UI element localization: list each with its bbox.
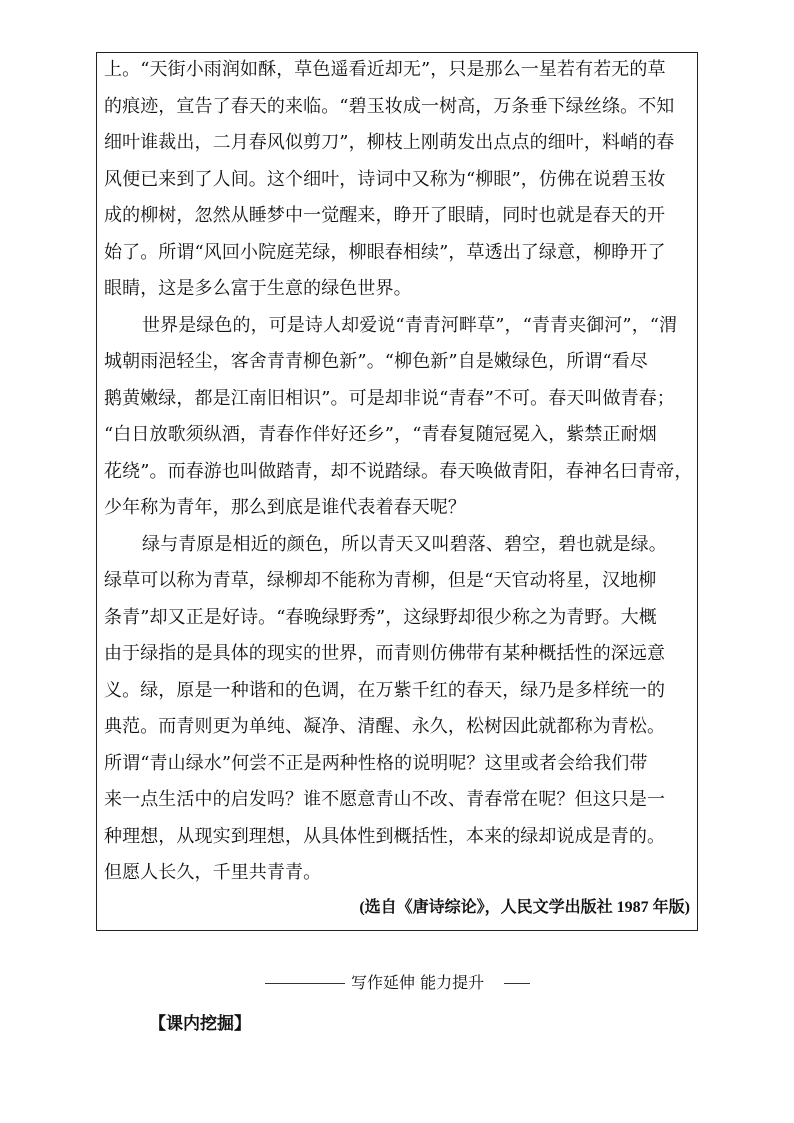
section-heading: 【课内挖掘】 (149, 1014, 251, 1034)
article-line: 由于绿指的是具体的现实的世界，而青则仿佛带有某种概括性的深远意 (104, 643, 666, 664)
article-line: 花绕”。而春游也叫做踏青，却不说踏绿。春天唤做青阳，春神名曰青帝， (104, 460, 693, 482)
source-citation: (选自《唐诗综论》，人民文学出版社 1987 年版) (359, 899, 690, 916)
section-divider (265, 971, 530, 995)
article-line: 绿草可以称为青草，绿柳却不能称为青柳，但是“天官动将星，汉地柳 (104, 570, 657, 591)
article-line: 风便已来到了人间。这个细叶，诗词中又称为“柳眼”，仿佛在说碧玉妆 (104, 168, 666, 190)
divider-rule-left (265, 983, 345, 984)
paragraph-start-line: 世界是绿色的，可是诗人却爱说“青青河畔草”，“青青夹御河”，“渭 (142, 314, 678, 336)
article-line: 始了。所谓“风回小院庭芜绿，柳眼春相续”，草透出了绿意，柳睁开了 (104, 241, 666, 263)
article-line: 条青”却又正是好诗。“春晚绿野秀”，这绿野却很少称之为青野。大概 (104, 606, 657, 628)
article-line: 眼睛，这是多么富于生意的绿色世界。 (104, 278, 412, 299)
divider-label: 写作延伸 能力提升 (351, 973, 485, 992)
paragraph-start-line: 绿与青原是相近的颜色，所以青天又叫碧落、碧空，碧也就是绿。 (142, 533, 667, 555)
article-line: 少年称为青年，那么到底是谁代表着春天呢？ (104, 497, 466, 518)
divider-rule-right (504, 983, 530, 984)
article-body (104, 52, 694, 892)
article-line: 典范。而青则更为单纯、凝净、清醒、永久，松树因此就都称为青松。 (104, 716, 666, 737)
article-line: 但愿人长久，千里共青青。 (104, 862, 322, 883)
article-line: 种理想，从现实到理想，从具体性到概括性，本来的绿却说成是青的。 (104, 825, 666, 847)
article-line: 来一点生活中的启发吗？谁不愿意青山不改、青春常在呢？但这只是一 (104, 789, 666, 810)
article-line: 鹅黄嫩绿，都是江南旧相识”。可是却非说“青春”不可。春天叫做青春； (104, 387, 675, 409)
article-line: 城朝雨浥轻尘，客舍青青柳色新”。“柳色新”自是嫩绿色，所谓“看尽 (104, 351, 649, 372)
article-line: 成的柳树，忽然从睡梦中一觉醒来，睁开了眼睛，同时也就是春天的开 (104, 205, 666, 226)
article-line: 细叶谁裁出，二月春风似剪刀”，柳枝上刚萌发出点点的细叶，料峭的春 (104, 132, 675, 153)
article-line: 义。绿，原是一种谐和的色调，在万紫千红的春天，绿乃是多样统一的 (104, 679, 666, 701)
article-line: “白日放歌须纵酒，青春作伴好还乡”，“青春复随冠冕入，紫禁正耐烟 (104, 424, 657, 445)
article-line: 上。“天街小雨润如酥，草色遥看近却无”，只是那么一星若有若无的草 (104, 59, 666, 80)
article-line: 所谓“青山绿水”何尝不正是两种性格的说明呢？这里或者会给我们带 (104, 752, 648, 774)
article-line: 的痕迹，宣告了春天的来临。“碧玉妆成一树高，万条垂下绿丝绦。不知 (104, 95, 675, 117)
